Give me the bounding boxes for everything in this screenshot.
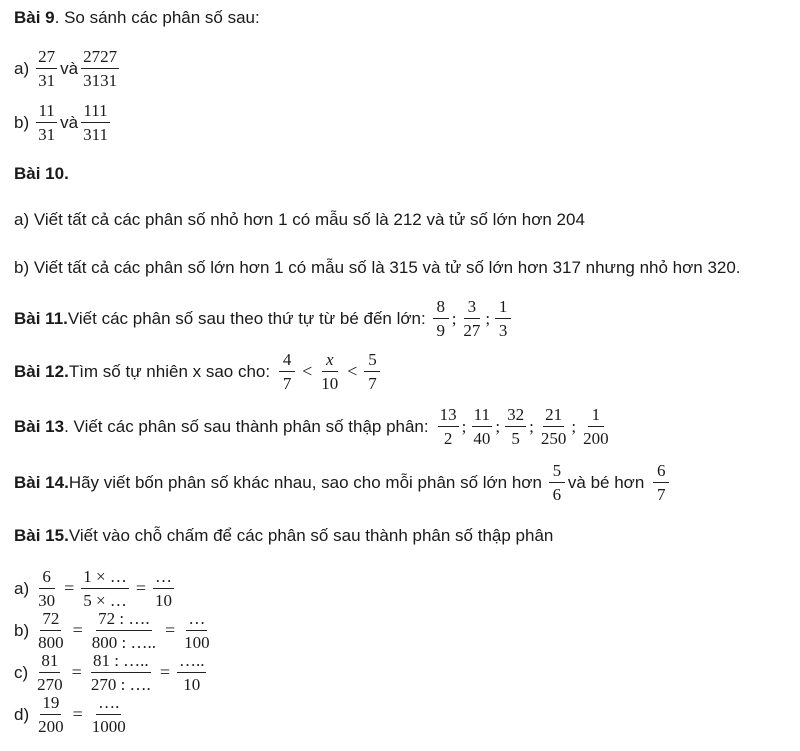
fraction: $\frac{6}{7}$	[653, 462, 669, 503]
fraction: $\frac{3}{27}$	[463, 297, 481, 340]
equals-sign: =	[159, 662, 170, 682]
fraction: $\frac{11}{40}$	[473, 405, 491, 448]
part-label: c)	[14, 662, 29, 682]
ex9-heading	[14, 8, 260, 28]
ex15-heading	[14, 526, 553, 546]
ex15-title: Bài 15.	[14, 526, 69, 545]
equals-sign: =	[165, 620, 176, 640]
ex10-part-a: a) Viết tất cả các phân số nhỏ hơn 1 có mẫu số là 212 và tử số lớn hơn 204	[14, 210, 585, 229]
part-label: a)	[14, 58, 30, 78]
fraction: $\frac{4}{7}$	[279, 351, 295, 392]
ex15-text: Viết vào chỗ chấm để các phân số sau thành phân số thập phân	[68, 526, 554, 545]
equals-sign: =	[72, 704, 83, 724]
ex15-part-d	[14, 694, 131, 735]
fraction: $\frac{19}{200}$	[38, 693, 64, 736]
fraction: $\frac{\dots..}{10}$	[178, 651, 205, 694]
fraction: $\frac{81 : \dots..}{270 : \dots.}$	[90, 651, 151, 694]
fraction: $\frac{11}{31}$	[38, 101, 56, 144]
part-label: a)	[14, 578, 30, 598]
ex10-title: Bài 10.	[14, 164, 69, 183]
ex13-title: Bài 13	[14, 416, 65, 436]
equals-sign: =	[64, 578, 75, 598]
ex13-line: Bài 13 . Viết các phân số sau thành phân số thập phân: $\frac{13}{2}$ ; $\frac{11}{40}$ ; $\frac{32}{5}$ ; $\frac{21}{250}$ ; $\frac{1}{200}$	[14, 405, 609, 448]
fraction: $\frac{5}{7}$	[364, 351, 380, 392]
part-label: d)	[14, 704, 30, 724]
part-label: b)	[14, 112, 30, 132]
ex15-part-c	[14, 652, 209, 693]
fraction: $\frac{72}{800}$	[38, 609, 64, 652]
ex12-title: Bài 12.	[14, 361, 69, 381]
fraction: $\frac{2727}{3131}$	[83, 47, 118, 90]
ex14-line	[14, 462, 672, 503]
fraction: $\frac{5}{6}$	[549, 462, 565, 503]
fraction: $\frac{x}{10}$	[321, 350, 339, 393]
fraction: $\frac{\dots}{100}$	[184, 609, 210, 652]
ex15-part-a	[14, 568, 177, 609]
ex15-part-b	[14, 610, 215, 651]
fraction: $\frac{\dots}{10}$	[155, 567, 173, 610]
fraction: $\frac{21}{250}$	[540, 405, 567, 448]
ex13-text: . Viết các phân số sau thành phân số thập phân:	[64, 416, 429, 436]
fraction: $\frac{27}{31}$	[38, 47, 56, 90]
equals-sign: =	[135, 578, 147, 598]
ex11-text: Viết các phân số sau theo thứ tự từ bé đến lớn:	[67, 308, 426, 328]
ex10-part-b: b) Viết tất cả các phân số lớn hơn 1 có mẫu số là 315 và tử số lớn hơn 317 nhưng nhỏ hơn 320.	[14, 258, 741, 277]
equals-sign: =	[71, 662, 82, 682]
ex9-part-b	[14, 102, 113, 143]
fraction: $\frac{1}{3}$	[495, 298, 511, 339]
fraction: $\frac{1}{200}$	[583, 405, 609, 448]
ex9-title: Bài 9	[14, 8, 55, 27]
fraction: $\frac{\dots.}{1000}$	[91, 693, 126, 736]
ex9-text: . So sánh các phân số sau:	[54, 8, 260, 27]
fraction: $\frac{111}{311}$	[83, 101, 108, 144]
ex11-line: Bài 11. Viết các phân số sau theo thứ tự từ bé đến lớn: $\frac{8}{9}$ ; $\frac{3}{27}$ ; $\frac{1}{3}$	[14, 298, 514, 339]
ex12-line	[14, 351, 383, 392]
fraction: $\frac{72 : \dots.}{800 : \dots..}$	[91, 609, 157, 652]
ex11-title: Bài 11.	[14, 308, 68, 328]
ex9-part-a	[14, 48, 122, 89]
fraction: $\frac{13}{2}$	[439, 405, 457, 448]
less-than-sign: <	[302, 361, 313, 381]
ex14-mid: và bé hơn	[567, 472, 645, 492]
fraction: $\frac{8}{9}$	[433, 298, 449, 339]
ex12-text: Tìm số tự nhiên x sao cho:	[68, 361, 271, 381]
equals-sign: =	[72, 620, 83, 640]
fraction: $\frac{1 \times \dots}{5 \times \dots}$	[83, 567, 127, 610]
less-than-sign: <	[347, 361, 358, 381]
fraction: $\frac{32}{5}$	[507, 405, 525, 448]
ex14-text: Hãy viết bốn phân số khác nhau, sao cho mỗi phân số lớn hơn	[68, 472, 542, 492]
part-label: b)	[14, 620, 30, 640]
connector-va: và	[60, 112, 79, 132]
fraction: $\frac{81}{270}$	[37, 651, 63, 694]
ex14-title: Bài 14.	[14, 472, 69, 492]
fraction: $\frac{6}{30}$	[38, 567, 56, 610]
connector-va: và	[60, 58, 79, 78]
